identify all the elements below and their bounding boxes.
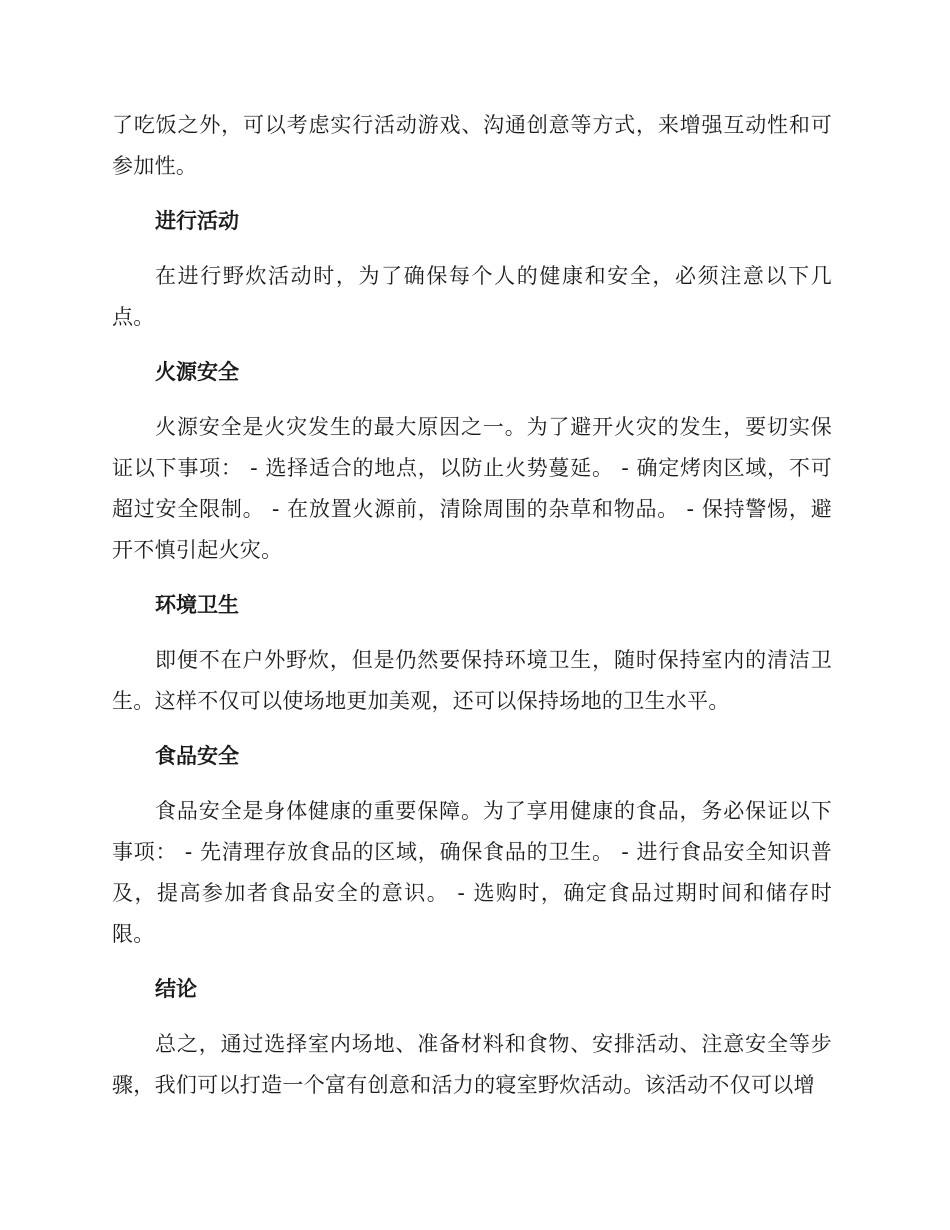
- heading-conclusion: 结论: [155, 977, 197, 1001]
- paragraph-food-safety: 食品安全是身体健康的重要保障。为了享用健康的食品，务必保证以下事项： - 先清理存放食品的区域，确保食品的卫生。 - 进行食品安全知识普及，提高参加者食品安全的意识。 - 选购时，确定食品过期时间和储存时限。: [112, 799, 832, 946]
- heading-food-safety: 食品安全: [155, 744, 239, 768]
- paragraph-fire-safety: 火源安全是火灾发生的最大原因之一。为了避开火灾的发生，要切实保证以下事项： - 选择适合的地点，以防止火势蔓延。 - 确定烤肉区域，不可超过安全限制。 - 在放置火源前，清除周围的杂草和物品。 - 保持警惕，避开不慎引起火灾。: [112, 415, 832, 562]
- paragraph-hygiene: 即便不在户外野炊，但是仍然要保持环境卫生，随时保持室内的清洁卫生。这样不仅可以使场地更加美观，还可以保持场地的卫生水平。: [112, 648, 832, 713]
- paragraph-conclusion: 总之，通过选择室内场地、准备材料和食物、安排活动、注意安全等步骤，我们可以打造一个富有创意和活力的寝室野炊活动。该活动不仅可以增: [112, 1032, 832, 1097]
- heading-activities: 进行活动: [155, 209, 239, 233]
- paragraph-intro-continued: 了吃饭之外，可以考虑实行活动游戏、沟通创意等方式，来增强互动性和可参加性。: [112, 113, 832, 178]
- heading-fire-safety: 火源安全: [155, 360, 239, 384]
- paragraph-activities: 在进行野炊活动时，为了确保每个人的健康和安全，必须注意以下几点。: [112, 264, 832, 329]
- heading-hygiene: 环境卫生: [155, 593, 239, 617]
- document-body: [112, 105, 832, 1106]
